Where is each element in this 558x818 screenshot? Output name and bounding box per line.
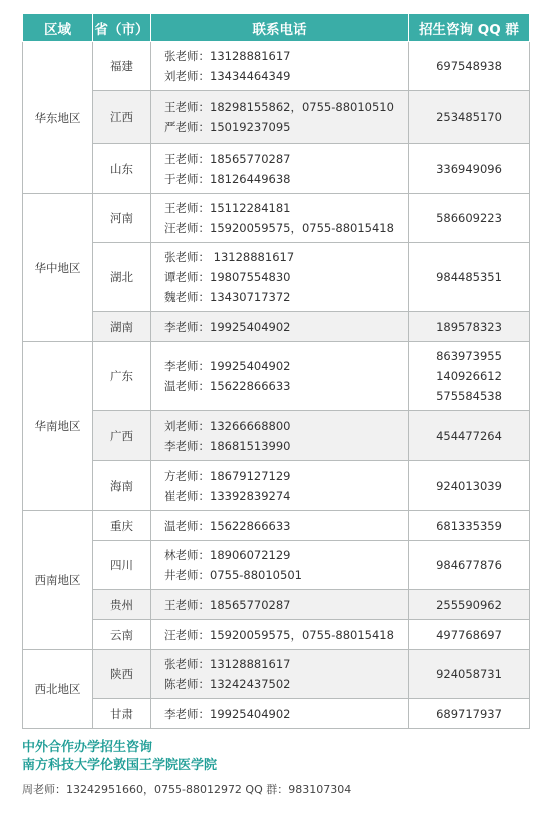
table-row [23,650,530,699]
qq-cell [409,511,530,541]
phone-contact: 方老师：18679127129 [164,468,291,483]
phone-contact: 王老师：18565770287 [164,597,291,612]
phone-cell [151,650,409,699]
province-cell: 四川 [93,541,151,590]
qq-cell [409,194,530,243]
phone-cell [151,243,409,312]
qq-cell [409,342,530,411]
province-cell: 湖南 [93,312,151,342]
table-row [23,699,530,729]
phone-cell [151,194,409,243]
table-row [23,91,530,144]
table-header-row [23,14,530,42]
phone-cell [151,312,409,342]
qq-group-number: 189578323 [436,319,502,334]
footer-contact: 周老师：13242951660，0755-88012972 QQ 群：983107304 [22,783,352,796]
table-row [23,590,530,620]
footer-title: 中外合作办学招生咨询 [22,740,153,755]
qq-cell [409,650,530,699]
phone-cell [151,461,409,511]
phone-cell [151,91,409,144]
region-cell: 华南地区 [23,342,93,511]
qq-group-number: 984485351 [436,270,502,284]
qq-group-number: 575584538 [436,389,502,403]
admissions-contact-table-container [22,13,529,729]
phone-cell [151,342,409,411]
qq-group-number: 984677876 [436,558,502,572]
province-cell: 福建 [93,42,151,91]
phone-cell [151,541,409,590]
phone-contact: 王老师：18298155862，0755-88010510 [164,100,394,114]
table-row [23,144,530,194]
phone-contact: 汪老师：15920059575，0755-88015418 [164,221,394,235]
table-row [23,541,530,590]
footer [22,739,351,798]
phone-contact: 崔老师：13392839274 [164,488,291,503]
phone-contact: 严老师：15019237095 [164,120,291,134]
table-row [23,461,530,511]
phone-contact: 张老师： 13128881617 [164,250,295,264]
phone-contact: 张老师：13128881617 [164,49,291,63]
table-row [23,194,530,243]
table-row [23,42,530,91]
region-cell: 西南地区 [23,511,93,650]
qq-cell [409,243,530,312]
qq-cell [409,411,530,461]
phone-cell [151,699,409,729]
table-body [23,42,530,729]
phone-cell [151,144,409,194]
phone-cell [151,42,409,91]
table-row [23,411,530,461]
province-cell: 云南 [93,620,151,650]
phone-contact: 王老师：15112284181 [164,201,291,215]
phone-contact: 谭老师：19807554830 [164,270,291,284]
phone-cell [151,620,409,650]
qq-group-number: 697548938 [436,59,502,73]
qq-cell [409,91,530,144]
table-row [23,620,530,650]
header-region: 区域 [23,14,93,42]
province-cell: 广东 [93,342,151,411]
phone-contact: 刘老师：13434464349 [164,69,291,83]
qq-cell [409,461,530,511]
phone-cell [151,590,409,620]
qq-cell [409,699,530,729]
province-cell: 河南 [93,194,151,243]
qq-group-number: 586609223 [436,211,502,225]
qq-group-number: 924013039 [436,478,502,493]
qq-group-number: 863973955 [436,349,502,363]
phone-cell [151,511,409,541]
province-cell: 山东 [93,144,151,194]
phone-contact: 温老师：15622866633 [164,518,291,533]
qq-group-number: 681335359 [436,518,502,533]
qq-cell [409,144,530,194]
phone-cell [151,411,409,461]
province-cell: 湖北 [93,243,151,312]
qq-cell [409,312,530,342]
province-cell: 海南 [93,461,151,511]
phone-contact: 林老师：18906072129 [164,548,291,562]
region-cell: 华中地区 [23,194,93,342]
region-cell: 西北地区 [23,650,93,729]
phone-contact: 汪老师：15920059575，0755-88015418 [164,627,394,642]
qq-cell [409,590,530,620]
qq-group-number: 689717937 [436,706,502,721]
qq-group-number: 253485170 [436,110,502,124]
region-cell: 华东地区 [23,42,93,194]
qq-group-number: 336949096 [436,161,502,176]
phone-contact: 井老师：0755-88010501 [164,568,302,582]
province-cell: 重庆 [93,511,151,541]
phone-contact: 温老师：15622866633 [164,379,291,393]
qq-group-number: 255590962 [436,597,502,612]
qq-group-number: 924058731 [436,667,502,681]
province-cell: 广西 [93,411,151,461]
table-row [23,342,530,411]
header-phone: 联系电话 [151,14,409,42]
qq-group-number: 140926612 [436,369,502,383]
phone-contact: 李老师：18681513990 [164,438,291,453]
province-cell: 甘肃 [93,699,151,729]
province-cell: 江西 [93,91,151,144]
phone-contact: 李老师：19925404902 [164,359,291,373]
qq-cell [409,620,530,650]
phone-contact: 李老师：19925404902 [164,706,291,721]
phone-contact: 王老师：18565770287 [164,151,291,166]
table-row [23,243,530,312]
phone-contact: 陈老师：13242437502 [164,677,291,691]
qq-group-number: 454477264 [436,428,502,443]
phone-contact: 魏老师：13430717372 [164,290,291,304]
table-row [23,312,530,342]
header-qq: 招生咨询 QQ 群 [409,14,530,42]
phone-contact: 于老师：18126449638 [164,171,291,186]
phone-contact: 张老师：13128881617 [164,657,291,671]
qq-group-number: 497768697 [436,627,502,642]
header-province: 省（市） [93,14,151,42]
qq-cell [409,42,530,91]
admissions-contact-table [22,13,530,729]
phone-contact: 李老师：19925404902 [164,319,291,334]
qq-cell [409,541,530,590]
province-cell: 贵州 [93,590,151,620]
footer-school: 南方科技大学伦敦国王学院医学院 [22,758,218,773]
table-row [23,511,530,541]
phone-contact: 刘老师：13266668800 [164,418,291,433]
province-cell: 陕西 [93,650,151,699]
